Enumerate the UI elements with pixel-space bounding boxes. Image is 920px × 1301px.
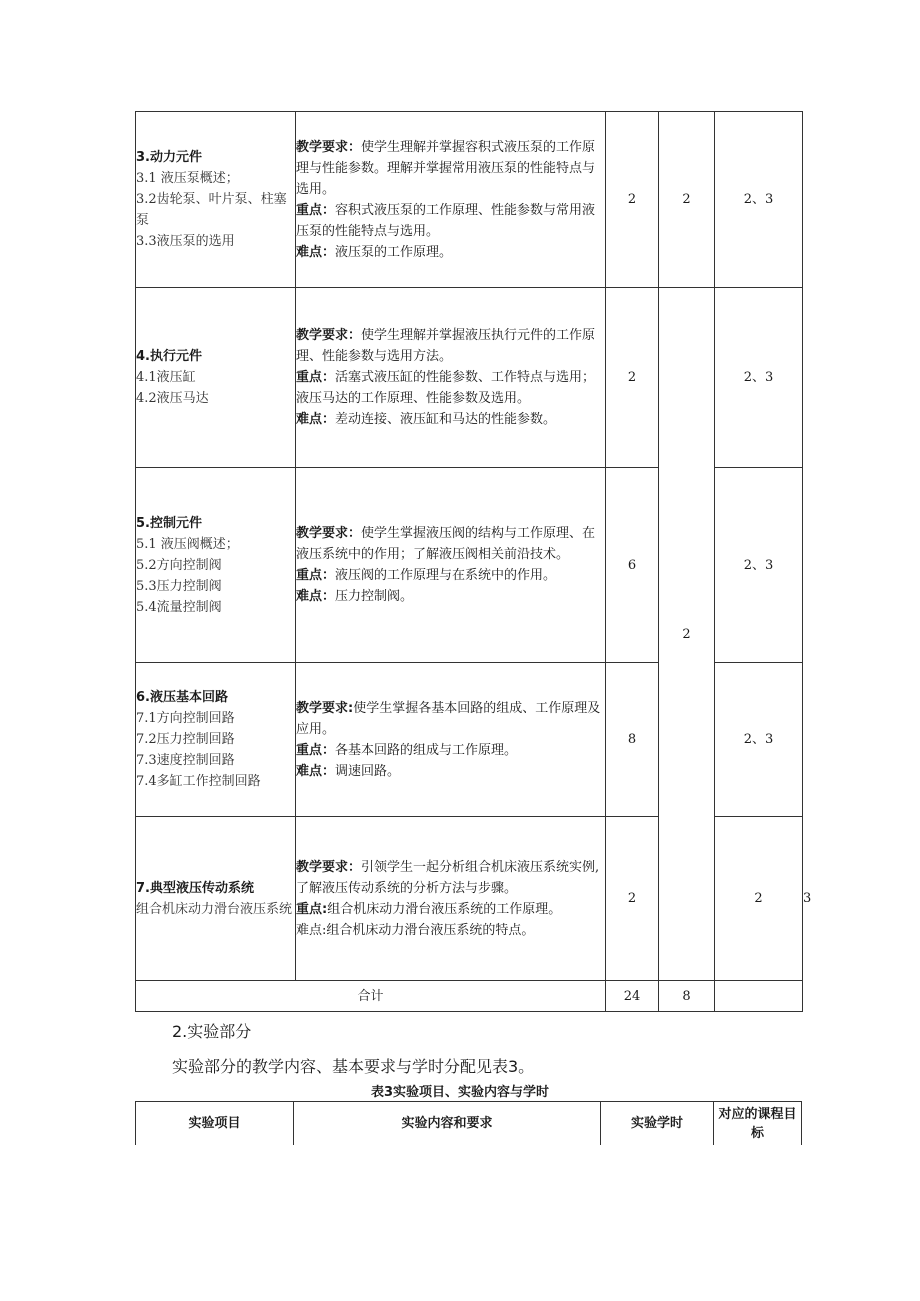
table-row	[136, 112, 803, 288]
topic-cell	[136, 663, 296, 817]
topic-cell	[136, 288, 296, 468]
diff-text: 差动连接、液压缸和马达的性能参数。	[335, 412, 557, 427]
req-label: 教学要求：	[296, 328, 362, 343]
topic-cell	[136, 112, 296, 288]
key-text: 液压阀的工作原理与在系统中的作用。	[335, 568, 557, 583]
lecture-hours: 2	[606, 112, 659, 288]
topic-title: 4.执行元件	[136, 349, 202, 364]
total-goal	[715, 981, 803, 1012]
diff-text: 液压泵的工作原理。	[335, 244, 453, 260]
req-text: 使学生理解并掌握液压执行元件的工作原理、性能参数与选用方法。	[296, 328, 596, 364]
table-header-row	[136, 1102, 802, 1146]
course-content-table	[135, 111, 812, 1012]
table-row: 7.典型液压传动系统 组合机床动力滑台液压系统 教学要求：引领学生一起分析组合机床液压系统实例,了解液压传动系统的分析方法与步骤。 重点:组合机床动力滑台液压系统的工作原理。 难点:组合机床动力滑台液压系统的特点。 2 2 3	[136, 817, 803, 981]
key-text: 各基本回路的组成与工作原理。	[335, 742, 518, 758]
req-text: 使学生掌握液压阀的结构与工作原理、在液压系统中的作用；了解液压阀相关前沿技术。	[296, 526, 596, 562]
req-label: 教学要求：	[296, 859, 362, 875]
table-row	[136, 288, 803, 468]
topic-subitem: 4.1液压缸	[136, 370, 196, 385]
topic-title: 3.动力元件	[136, 150, 202, 165]
key-label: 重点：	[296, 370, 336, 385]
total-label: 合计	[136, 981, 606, 1012]
total-experiment-hours: 8	[659, 981, 715, 1012]
lecture-hours: 2	[606, 288, 659, 468]
diff-label: 难点：	[296, 763, 336, 779]
course-goal: 2、3	[715, 112, 803, 288]
requirement-cell	[296, 663, 606, 817]
header-experiment-content: 实验内容和要求	[294, 1102, 601, 1146]
topic-subitem: 5.4流量控制阀	[136, 599, 222, 615]
topic-subitem: 3.3液压泵的选用	[136, 234, 235, 249]
table-caption: 表3实验项目、实验内容与学时	[370, 1085, 550, 1100]
topic-subitem: 4.2液压马达	[136, 391, 209, 406]
topic-subitem: 7.4多缸工作控制回路	[136, 774, 261, 789]
experiment-hours: 2	[682, 626, 691, 642]
key-text: 容积式液压泵的工作原理、性能参数与常用液压泵的性能特点与选用。	[296, 202, 596, 239]
key-label: 重点：	[296, 202, 336, 218]
topic-subitem: 组合机床动力滑台液压系统	[136, 901, 293, 917]
course-goal: 2、3	[715, 468, 803, 663]
diff-text: 压力控制阀。	[335, 589, 414, 604]
topic-subitem: 5.1 液压阀概述；	[136, 536, 239, 552]
total-row	[136, 981, 803, 1012]
req-text: 使学生理解并掌握容积式液压泵的工作原理与性能参数。理解并掌握常用液压泵的性能特点与选用。	[296, 139, 596, 197]
diff-label: 难点:	[296, 922, 327, 938]
requirement-cell	[296, 817, 606, 981]
requirement-cell	[296, 112, 606, 288]
req-text: 使学生掌握各基本回路的组成、工作原理及应用。	[296, 700, 601, 737]
topic-title: 6.液压基本回路	[136, 690, 228, 705]
lecture-hours: 2	[606, 817, 659, 981]
topic-cell	[136, 817, 296, 981]
section-title: 2.实验部分	[172, 1022, 252, 1041]
course-goal: 2、3	[715, 663, 803, 817]
experiment-table	[135, 1101, 802, 1145]
diff-text: 调速回路。	[335, 763, 401, 779]
lecture-hours: 8	[606, 663, 659, 817]
topic-subitem: 7.2压力控制回路	[136, 732, 235, 747]
requirement-cell	[296, 468, 606, 663]
topic-subitem: 5.3压力控制阀	[136, 578, 222, 594]
diff-text: 组合机床动力滑台液压系统的特点。	[326, 922, 535, 938]
topic-title: 5.控制元件	[136, 515, 202, 531]
section-paragraph: 实验部分的教学内容、基本要求与学时分配见表3。	[172, 1057, 535, 1076]
topic-subitem: 5.2方向控制阀	[136, 557, 222, 573]
diff-label: 难点：	[296, 244, 336, 260]
topic-title: 7.典型液压传动系统	[136, 880, 254, 896]
key-text: 组合机床动力滑台液压系统的工作原理。	[327, 901, 562, 917]
requirement-cell	[296, 288, 606, 468]
topic-cell	[136, 468, 296, 663]
header-course-goal: 对应的课程目标	[714, 1102, 802, 1146]
header-experiment-hours: 实验学时	[601, 1102, 714, 1146]
total-lecture-hours: 24	[606, 981, 659, 1012]
experiment-hours: 2	[659, 112, 715, 288]
lecture-hours: 6	[606, 468, 659, 663]
topic-subitem: 3.1 液压泵概述；	[136, 171, 239, 186]
topic-subitem: 7.1方向控制回路	[136, 711, 235, 726]
diff-label: 难点：	[296, 412, 336, 427]
req-label: 教学要求:	[296, 700, 354, 716]
key-label: 重点：	[296, 568, 336, 583]
req-text: 引领学生一起分析组合机床液压系统实例,了解液压传动系统的分析方法与步骤。	[296, 859, 600, 896]
experiment-hours: 2	[715, 817, 803, 981]
diff-label: 难点：	[296, 589, 336, 604]
key-text: 活塞式液压缸的性能参数、工作特点与选用；液压马达的工作原理、性能参数及选用。	[296, 370, 596, 406]
key-label: 重点:	[296, 901, 328, 917]
key-label: 重点：	[296, 742, 336, 758]
experiment-hours-merged	[659, 288, 715, 981]
topic-subitem: 7.3速度控制回路	[136, 753, 235, 768]
req-label: 教学要求：	[296, 526, 362, 541]
req-label: 教学要求：	[296, 139, 362, 155]
course-goal: 2、3	[715, 288, 803, 468]
header-experiment-item: 实验项目	[136, 1102, 294, 1146]
topic-subitem: 3.2齿轮泵、叶片泵、柱塞泵	[136, 192, 287, 228]
